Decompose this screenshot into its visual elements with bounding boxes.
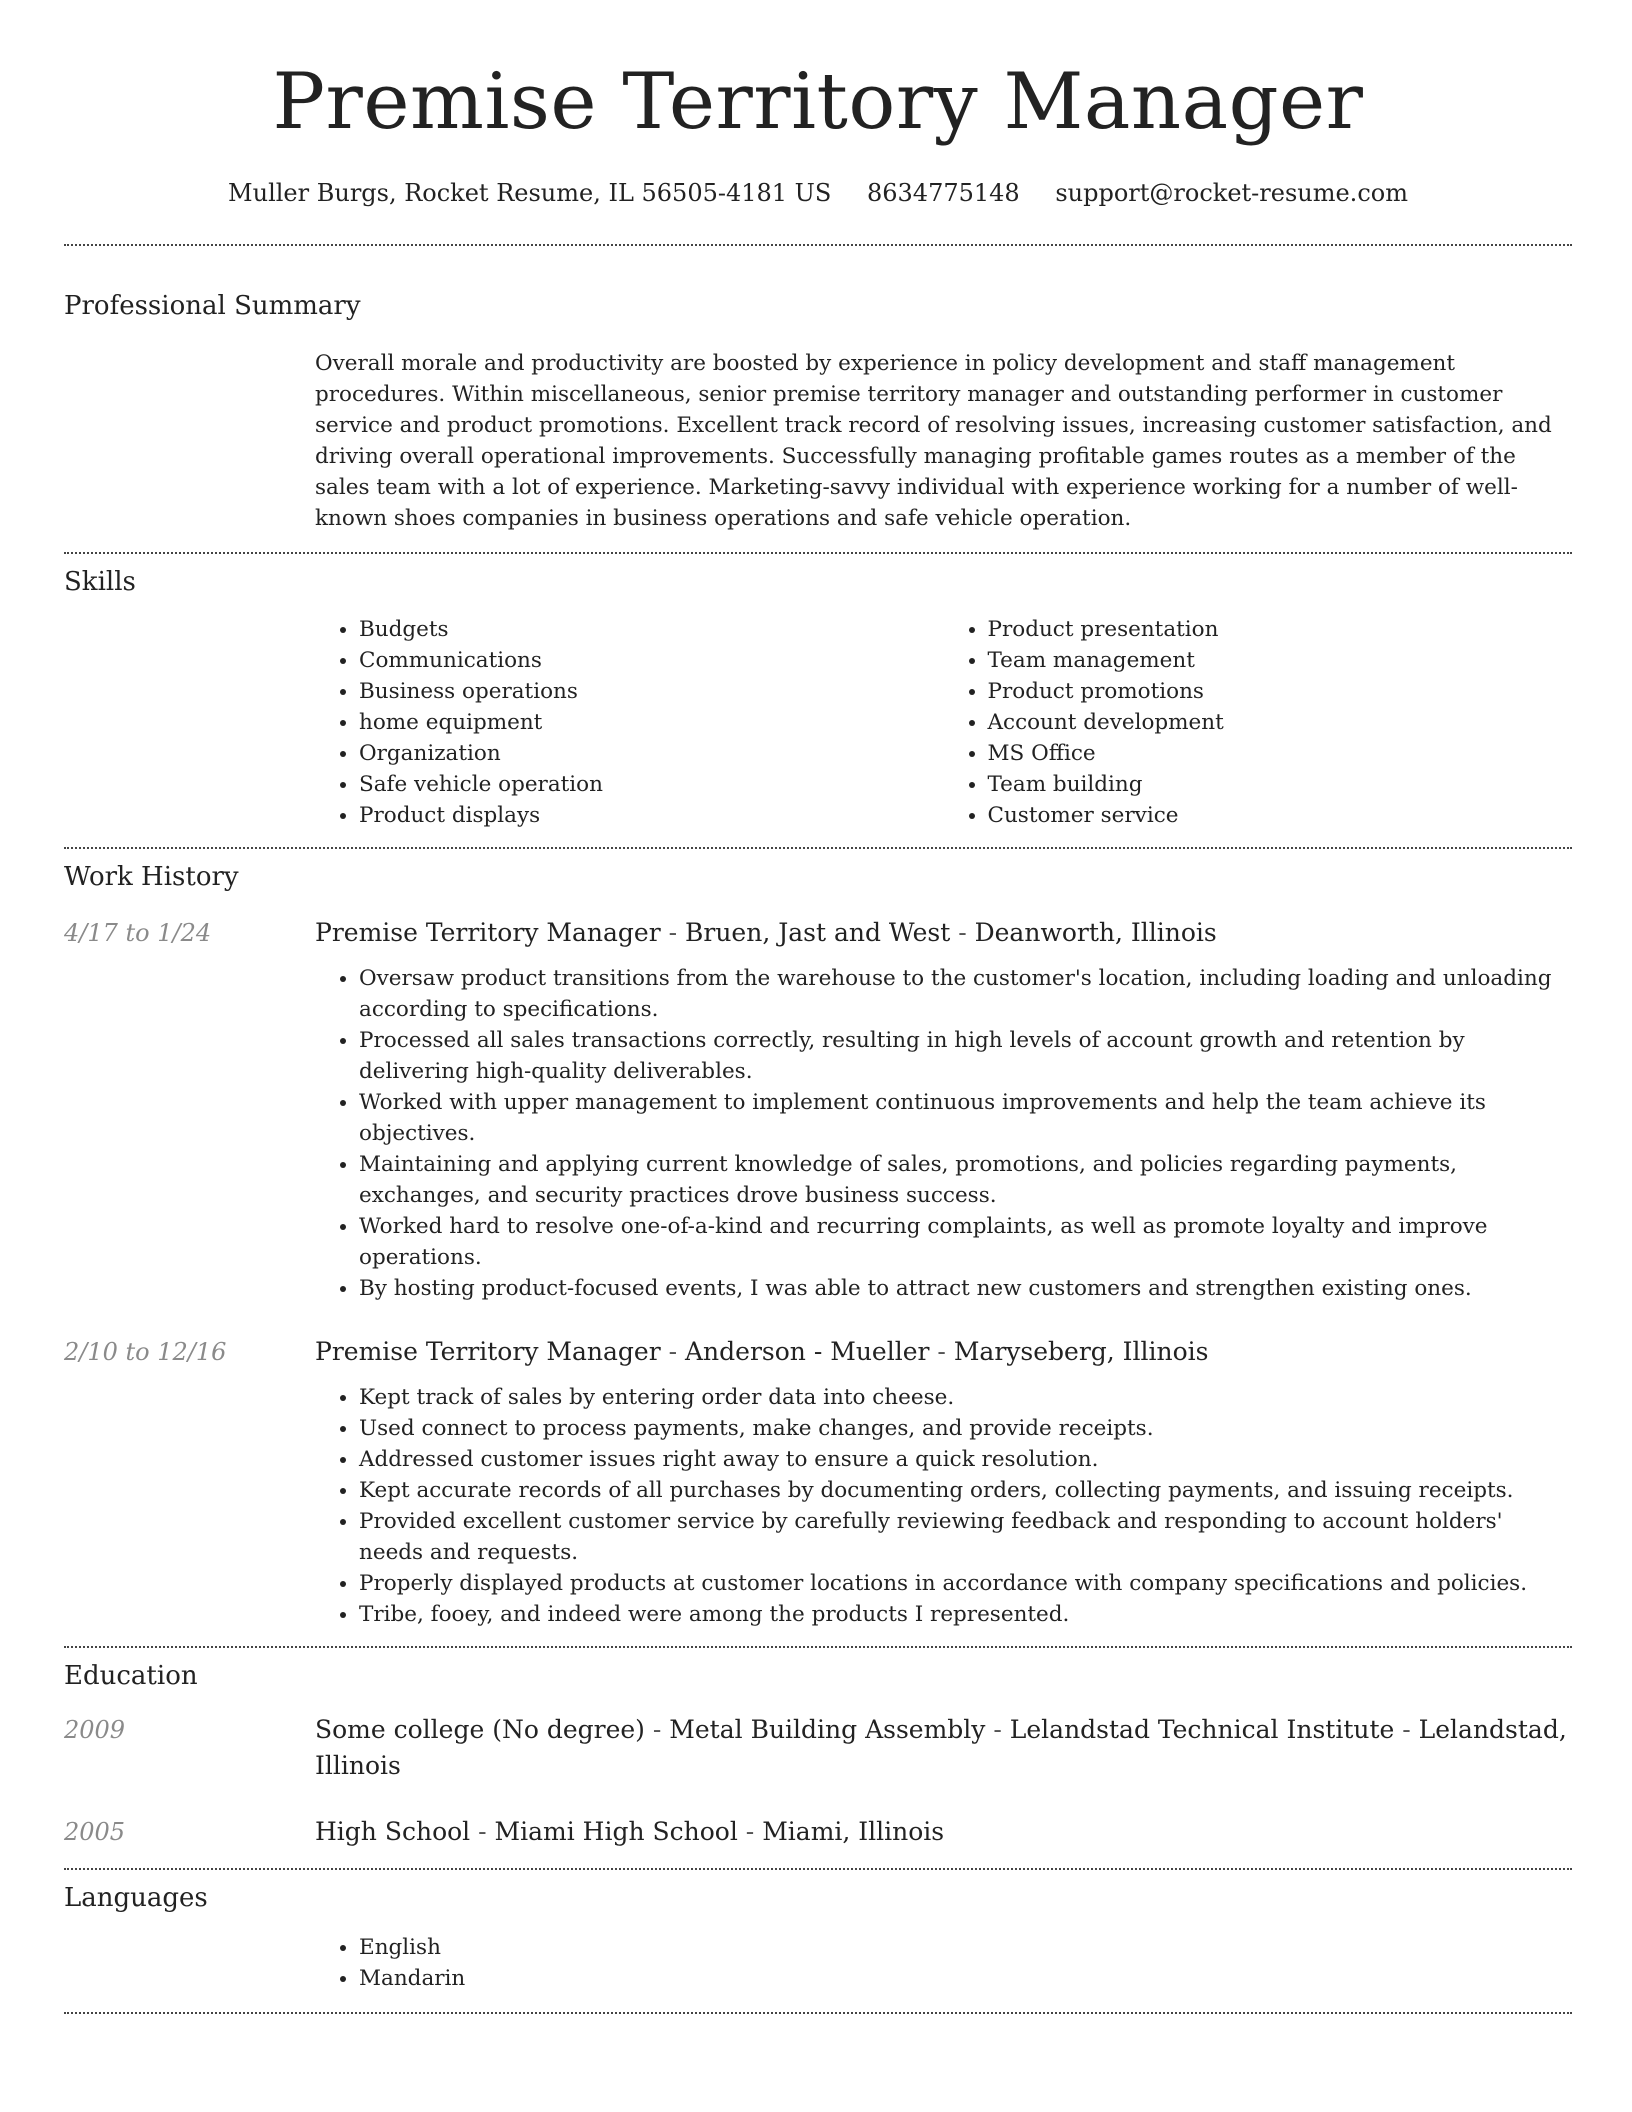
job-company: Anderson - Mueller xyxy=(685,1337,930,1366)
education-school: Miami High School xyxy=(494,1817,738,1846)
contact-email: support@rocket-resume.com xyxy=(1055,179,1408,207)
job-dates: 2/10 to 12/16 xyxy=(64,1338,227,1366)
skill-item: • Product displays xyxy=(359,800,944,831)
skill-item: • Product presentation xyxy=(988,614,1573,645)
divider xyxy=(64,847,1572,849)
divider xyxy=(64,1868,1572,1870)
languages-list xyxy=(315,1932,1572,1994)
contact-address: Muller Burgs, Rocket Resume, IL 56505-4181 US xyxy=(228,179,832,207)
summary-text: Overall morale and productivity are boosted by experience in policy development and staff management procedures. Within miscellaneous, senior premise territory manager and outstanding performer in customer service and product promotions. Excellent track record of resolving issues, increasing customer satisfaction, and driving overall operational improvements. Successfully managing profitable games routes as a member of the sales team with a lot of experience. Marketing-savvy individual with experience working for a number of well-known shoes companies in business operations and safe vehicle operation. xyxy=(315,351,1552,531)
skill-item: • Organization xyxy=(359,738,944,769)
skills-grid xyxy=(315,614,1572,831)
work-heading: Work History xyxy=(64,862,239,892)
education-entry xyxy=(64,1814,1572,1850)
resume-page xyxy=(64,0,1572,2014)
languages-heading: Languages xyxy=(64,1883,208,1913)
job-location: Maryseberg, Illinois xyxy=(953,1337,1209,1366)
education-year: 2009 xyxy=(64,1716,126,1744)
skills-list-right xyxy=(944,614,1573,831)
education-heading: Education xyxy=(64,1661,198,1691)
skill-item: • MS Office xyxy=(988,738,1573,769)
job-bullet: • Properly displayed products at customer locations in accordance with company specifications and policies. xyxy=(359,1568,1572,1599)
language-item: • English xyxy=(359,1932,1572,1963)
education-year: 2005 xyxy=(64,1818,126,1846)
skill-item: • Budgets xyxy=(359,614,944,645)
job-bullet: • Kept track of sales by entering order data into cheese. xyxy=(359,1382,1572,1413)
job-bullet: • Maintaining and applying current knowledge of sales, promotions, and policies regarding payments, exchanges, and security practices drove business success. xyxy=(359,1149,1572,1211)
job-entry xyxy=(64,915,1572,1304)
job-location: Deanworth, Illinois xyxy=(974,918,1217,947)
job-bullets xyxy=(315,1382,1572,1630)
summary-heading: Professional Summary xyxy=(64,291,361,321)
education-location: Miami, Illinois xyxy=(762,1817,945,1846)
job-entry xyxy=(64,1334,1572,1630)
skills-heading: Skills xyxy=(64,567,136,597)
job-bullet: • Oversaw product transitions from the warehouse to the customer's location, including loading and unloading according to specifications. xyxy=(359,963,1572,1025)
education-heading-line: Some college (No degree) - Metal Building Assembly - Lelandstad Technical Institute - Lelandstad, Illinois xyxy=(315,1715,1567,1780)
job-bullet: • Worked hard to resolve one-of-a-kind and recurring complaints, as well as promote loyalty and improve operations. xyxy=(359,1211,1572,1273)
resume-title: Premise Territory Manager xyxy=(272,57,1364,147)
education-school: Lelandstad Technical Institute xyxy=(1009,1715,1395,1744)
skills-list-left xyxy=(315,614,944,831)
skill-item: • Product promotions xyxy=(988,676,1573,707)
job-bullet: • Tribe, fooey, and indeed were among the products I represented. xyxy=(359,1599,1572,1630)
job-bullets xyxy=(315,963,1572,1304)
job-role: Premise Territory Manager xyxy=(315,918,661,947)
skill-item: • Account development xyxy=(988,707,1573,738)
job-role: Premise Territory Manager xyxy=(315,1337,661,1366)
job-bullet: • By hosting product-focused events, I was able to attract new customers and strengthen existing ones. xyxy=(359,1273,1572,1304)
skill-item: • Business operations xyxy=(359,676,944,707)
job-dates: 4/17 to 1/24 xyxy=(64,919,212,947)
skill-item: • Team management xyxy=(988,645,1573,676)
skill-item: • Communications xyxy=(359,645,944,676)
divider xyxy=(64,2012,1572,2014)
education-degree: Some college (No degree) xyxy=(315,1715,645,1744)
job-bullet: • Used connect to process payments, make changes, and provide receipts. xyxy=(359,1413,1572,1444)
languages-block xyxy=(315,1932,1572,1994)
education-heading-line: High School - Miami High School - Miami, Illinois xyxy=(315,1817,945,1846)
job-heading: Premise Territory Manager - Anderson - Mueller - Maryseberg, Illinois xyxy=(315,1337,1209,1366)
divider xyxy=(64,244,1572,246)
skill-item: • Customer service xyxy=(988,800,1573,831)
divider xyxy=(64,552,1572,554)
education-degree: High School xyxy=(315,1817,471,1846)
job-heading: Premise Territory Manager - Bruen, Jast and West - Deanworth, Illinois xyxy=(315,918,1217,947)
contact-line xyxy=(64,178,1572,208)
skill-item: • Safe vehicle operation xyxy=(359,769,944,800)
skill-item: • home equipment xyxy=(359,707,944,738)
education-field: Metal Building Assembly xyxy=(669,1715,986,1744)
divider xyxy=(64,1646,1572,1648)
job-bullet: • Processed all sales transactions correctly, resulting in high levels of account growth and retention by delivering high-quality deliverables. xyxy=(359,1025,1572,1087)
job-bullet: • Kept accurate records of all purchases by documenting orders, collecting payments, and issuing receipts. xyxy=(359,1475,1572,1506)
education-location: Lelandstad, Illinois xyxy=(315,1715,1567,1780)
education-entry xyxy=(64,1712,1572,1784)
job-bullet: • Provided excellent customer service by carefully reviewing feedback and responding to account holders' needs and requests. xyxy=(359,1506,1572,1568)
skill-item: • Team building xyxy=(988,769,1573,800)
contact-phone: 8634775148 xyxy=(867,179,1020,207)
job-company: Bruen, Jast and West xyxy=(685,918,951,947)
job-bullet: • Addressed customer issues right away to ensure a quick resolution. xyxy=(359,1444,1572,1475)
language-item: • Mandarin xyxy=(359,1963,1572,1994)
job-bullet: • Worked with upper management to implement continuous improvements and help the team achieve its objectives. xyxy=(359,1087,1572,1149)
